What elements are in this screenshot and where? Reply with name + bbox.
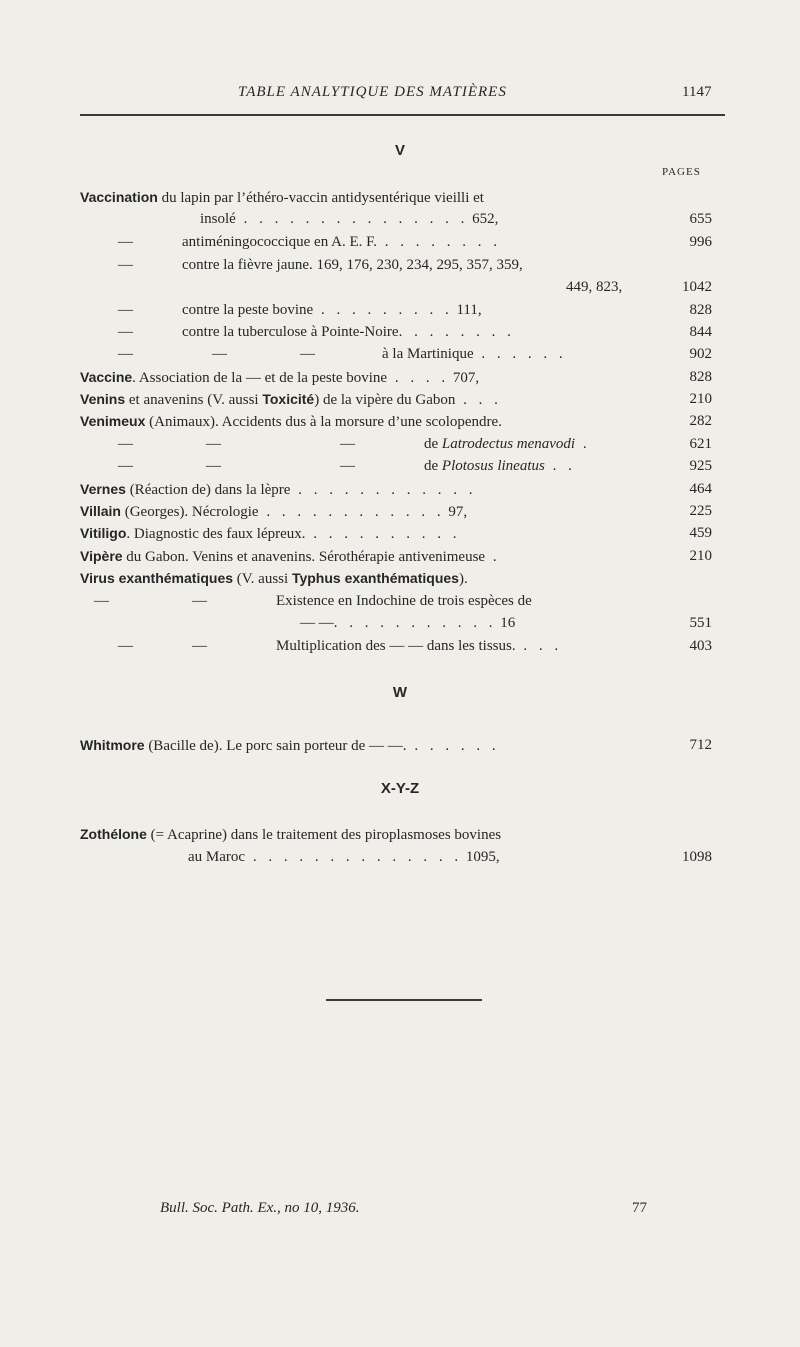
index-entry-venimeux (80, 411, 502, 432)
entry-text: de (424, 436, 442, 452)
index-entry-venins (80, 389, 502, 410)
entry-ref: 16 (496, 615, 516, 631)
entry-text: . Diagnostic des faux lépreux. (126, 526, 306, 542)
leader-dots: . (575, 436, 591, 452)
leader-dots: . . . (515, 638, 563, 654)
entry-text: (Georges). Nécrologie (120, 504, 259, 520)
entry-text: (Bacille de). Le porc sain porteur de — —. (144, 738, 407, 754)
page-ref: 844 (689, 324, 712, 340)
page-ref: 551 (689, 615, 712, 631)
index-entry-continuation (200, 209, 498, 229)
entry-text: au Maroc (188, 849, 246, 865)
page-ref: 1098 (682, 849, 712, 865)
dash: — (118, 458, 133, 474)
index-entry-zothelone (80, 824, 501, 845)
index-subentry (118, 322, 133, 342)
index-subentry (118, 344, 133, 364)
page-ref: 282 (689, 413, 712, 429)
entry-cross-ref: Toxicité (262, 391, 315, 407)
index-entry-villain (80, 501, 467, 522)
header-rule (80, 114, 725, 116)
entry-text: (Animaux). Accidents dus à la morsure d’une scolopendre. (145, 414, 502, 430)
index-subentry (118, 255, 133, 275)
entry-keyword: Whitmore (80, 737, 145, 753)
page-ref: 210 (689, 391, 712, 407)
entry-text: — — (300, 615, 334, 631)
index-entry-vernes (80, 479, 476, 500)
entry-text: de (424, 458, 442, 474)
index-subentry (340, 434, 355, 454)
entry-text: insolé (200, 211, 236, 227)
index-subentry-text (182, 300, 482, 320)
end-rule (326, 999, 482, 1001)
entry-cross-ref: Typhus exanthématiques (291, 570, 459, 586)
dash: — (118, 302, 133, 318)
leader-dots: . . . . . . . . (398, 324, 515, 340)
dash: — (206, 458, 221, 474)
index-subentry (300, 344, 315, 364)
entry-text: Multiplication des — — dans les tissus. (276, 638, 516, 654)
entry-text: . Association de la — et de la peste bovine (132, 370, 388, 386)
leader-dots: . . . . . . (406, 738, 500, 754)
entry-text: du Gabon. Venins et anavenins. Sérothérapie antivenimeuse (122, 549, 486, 565)
section-heading-v: V (394, 142, 405, 159)
entry-text: contre la peste bovine (182, 302, 314, 318)
entry-text: ) de la vipère du Gabon (314, 392, 456, 408)
page-ref: 1042 (682, 279, 712, 295)
leader-dots: . . . . . . . . . . . . . . . (235, 211, 469, 227)
dash: — (118, 436, 133, 452)
dash: — (340, 436, 355, 452)
index-subentry (340, 456, 355, 476)
leader-dots: . (485, 549, 501, 565)
entry-ref: 97, (444, 504, 468, 520)
dash: — (192, 593, 207, 609)
leader-dots: . . . . . . . . . . . (333, 615, 497, 631)
index-entry-vipere (80, 546, 501, 567)
index-subentry-text (424, 456, 576, 476)
entry-keyword: Venimeux (80, 413, 146, 429)
dash: — (206, 436, 221, 452)
entry-keyword: Zothélone (80, 826, 147, 842)
page-ref: 828 (689, 369, 712, 385)
index-subentry (212, 344, 227, 364)
entry-text: ). (458, 571, 468, 587)
page-ref: 925 (689, 458, 712, 474)
index-subentry (192, 636, 207, 656)
index-subentry (206, 434, 221, 454)
index-subentry-text (382, 344, 567, 364)
index-entry-whitmore (80, 735, 500, 756)
dash: — (94, 593, 109, 609)
page-ref: 403 (689, 638, 712, 654)
index-subentry-text (182, 322, 515, 342)
entry-text: et anavenins (V. aussi (125, 392, 263, 408)
species-name: Latrodectus menavodi (441, 436, 576, 452)
leader-dots: . . . . . . . . . . (305, 526, 461, 542)
section-heading-xyz: X-Y-Z (380, 780, 420, 797)
section-heading-w: W (392, 684, 408, 701)
index-subentry-text (276, 636, 562, 656)
leader-dots: . . . . . . . . . . . . . . (245, 849, 463, 865)
dash: — (192, 638, 207, 654)
entry-keyword: Villain (80, 503, 121, 519)
index-entry-continuation (188, 847, 500, 867)
entry-keyword: Vitiligo (80, 525, 127, 541)
page-ref: 210 (689, 548, 712, 564)
index-subentry (94, 591, 109, 611)
leader-dots: . . . . . . . . (377, 234, 501, 250)
entry-text: contre la tuberculose à Pointe-Noire (182, 324, 399, 340)
index-subentry (206, 456, 221, 476)
leader-dots: . . (544, 458, 576, 474)
index-subentry (192, 591, 207, 611)
dash: — (118, 638, 133, 654)
dash: — (340, 458, 355, 474)
leader-dots: . . . . . . (473, 346, 567, 362)
dash: — (118, 346, 133, 362)
index-subentry (118, 636, 133, 656)
footer-citation: Bull. Soc. Path. Ex., no 10, 1936. (160, 1200, 360, 1216)
entry-text: antiméningococcique en A. E. F. (182, 234, 377, 250)
page-ref: 464 (689, 481, 712, 497)
entry-text: à la Martinique (382, 346, 474, 362)
index-subentry (118, 300, 133, 320)
index-subentry-text (424, 434, 591, 454)
page-ref: 655 (689, 211, 712, 227)
dash: — (118, 324, 133, 340)
entry-ref: 707, (449, 370, 480, 386)
entry-ref: 111, (452, 302, 482, 318)
leader-dots: . . . . . . . . . . . . (290, 482, 477, 498)
pages-column-label: PAGES (662, 166, 701, 178)
entry-text: du lapin par l’éthéro-vaccin antidysentérique vieilli et (157, 190, 484, 206)
dash: — (212, 346, 227, 362)
page-ref: 225 (689, 503, 712, 519)
leader-dots: . . . (455, 392, 502, 408)
dash: — (300, 346, 315, 362)
index-entry-vitiligo (80, 523, 461, 544)
entry-keyword: Vaccination (80, 189, 158, 205)
entry-ref: 652, (468, 211, 499, 227)
leader-dots: . . . . . . . . . (313, 302, 453, 318)
entry-ref: 1095, (462, 849, 500, 865)
index-entry-continuation (300, 613, 515, 633)
index-subentry-text (182, 232, 501, 252)
species-name: Plotosus lineatus (441, 458, 545, 474)
page-ref: 996 (689, 234, 712, 250)
entry-text: (V. aussi (233, 571, 292, 587)
running-title: TABLE ANALYTIQUE DES MATIÈRES (238, 84, 507, 100)
index-subentry (118, 434, 133, 454)
index-subentry-text: Existence en Indochine de trois espèces de (276, 593, 532, 609)
entry-text: (= Acaprine) dans le traitement des piroplasmoses bovines (146, 827, 502, 843)
leader-dots: . . . . (387, 370, 450, 386)
dash: — (118, 257, 133, 273)
index-subentry (118, 232, 133, 252)
page-ref: 712 (689, 737, 712, 753)
page-ref: 621 (689, 436, 712, 452)
entry-keyword: Vipère (80, 548, 123, 564)
leader-dots: . . . . . . . . . . . . (258, 504, 445, 520)
entry-keyword: Venins (80, 391, 126, 407)
index-subentry (118, 456, 133, 476)
index-subentry-text: contre la fièvre jaune. 169, 176, 230, 234, 295, 357, 359, (182, 257, 523, 273)
footer-page-number: 77 (632, 1200, 647, 1216)
index-entry-vaccination (80, 187, 484, 208)
running-page-number: 1147 (682, 84, 712, 100)
running-head (0, 84, 800, 106)
entry-keyword: Virus exanthématiques (80, 570, 234, 586)
page-ref: 828 (689, 302, 712, 318)
page-ref: 902 (689, 346, 712, 362)
page-ref: 459 (689, 525, 712, 541)
index-entry-continuation: 449, 823, (566, 279, 623, 295)
dash: — (118, 234, 133, 250)
entry-keyword: Vaccine (80, 369, 133, 385)
entry-text: (Réaction de) dans la lèpre (125, 482, 291, 498)
index-entry-vaccine (80, 367, 479, 388)
entry-keyword: Vernes (80, 481, 126, 497)
index-entry-virus-exanthematiques (80, 568, 468, 589)
